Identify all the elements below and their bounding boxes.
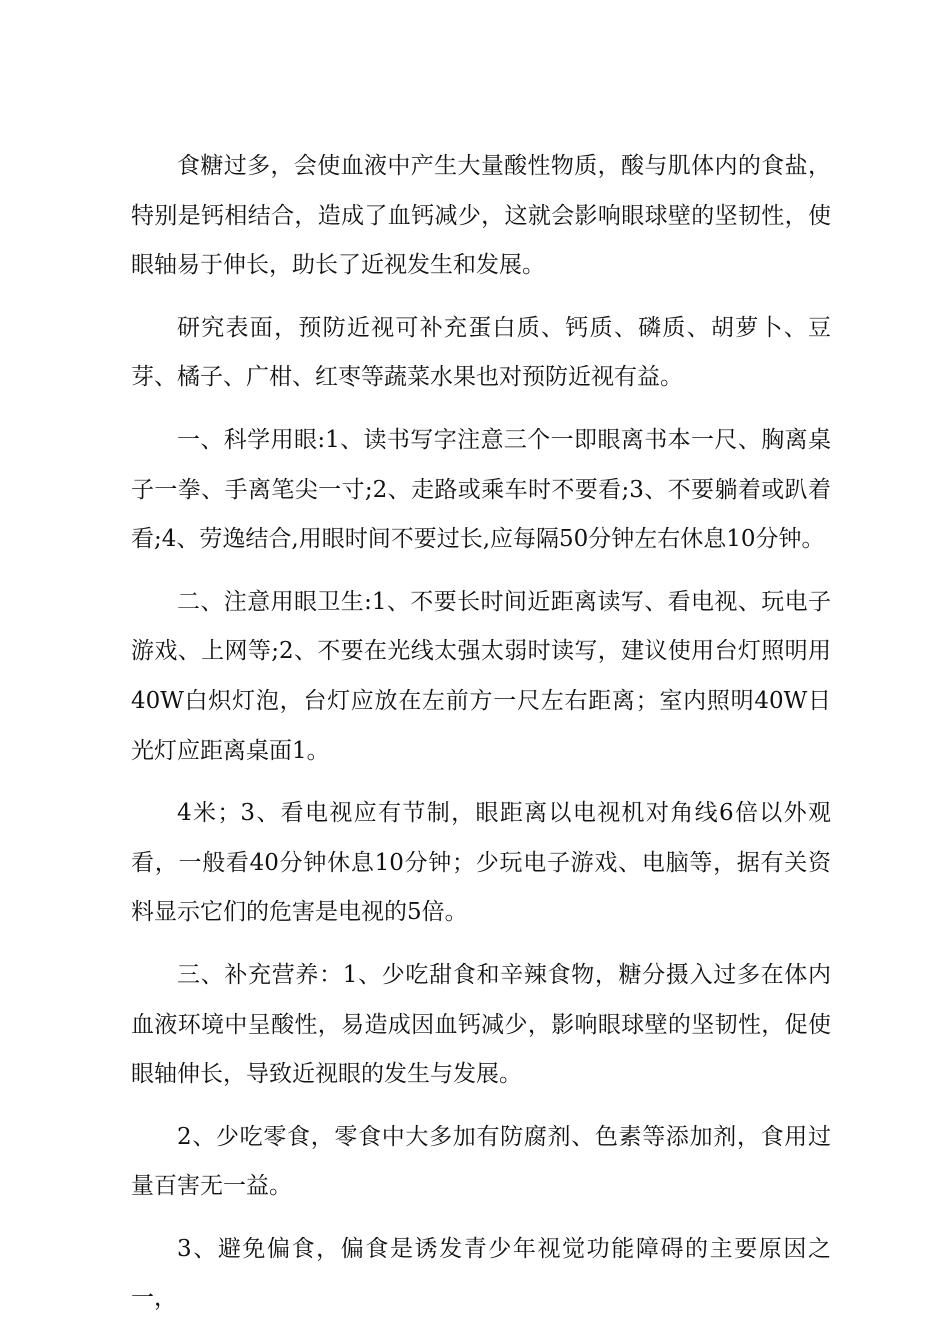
paragraph-tv-distance: 4米；3、看电视应有节制，眼距离以电视机对角线6倍以外观看，一般看40分钟休息10分钟；少玩电子游戏、电脑等，据有关资料显示它们的危害是电视的5倍。 [131, 800, 831, 926]
paragraph-eye-hygiene: 二、注意用眼卫生:1、不要长时间近距离读写、看电视、玩电子游戏、上网等;2、不要在光线太强太弱时读写，建议使用台灯照明用40W白炽灯泡，台灯应放在左前方一尺左右距离；室内照明40W日光灯应距离桌面1。 [131, 588, 831, 764]
paragraph-supplement-nutrition: 三、补充营养：1、少吃甜食和辛辣食物，糖分摄入过多在体内血液环境中呈酸性，易造成因血钙减少，影响眼球壁的坚韧性，促使眼轴伸长，导致近视眼的发生与发展。 [131, 961, 831, 1088]
document-body [131, 142, 831, 1337]
paragraph-avoid-picky-eating: 3、避免偏食，偏食是诱发青少年视觉功能障碍的主要原因之一， [131, 1235, 831, 1312]
paragraph-less-snacks: 2、少吃零食，零食中大多加有防腐剂、色素等添加剂，食用过量百害无一益。 [131, 1123, 831, 1200]
paragraph-nutrition-research: 研究表面，预防近视可补充蛋白质、钙质、磷质、胡萝卜、豆芽、橘子、广柑、红枣等蔬菜水果也对预防近视有益。 [131, 314, 831, 391]
paragraph-sugar: 食糖过多，会使血液中产生大量酸性物质，酸与肌体内的食盐，特别是钙相结合，造成了血钙减少，这就会影响眼球壁的坚韧性，使眼轴易于伸长，助长了近视发生和发展。 [131, 153, 831, 279]
paragraph-scientific-eye-use: 一、科学用眼:1、读书写字注意三个一即眼离书本一尺、胸离桌子一拳、手离笔尖一寸;2、走路或乘车时不要看;3、不要躺着或趴着看;4、劳逸结合,用眼时间不要过长,应每隔50分钟左右休息10分钟。 [131, 426, 831, 553]
